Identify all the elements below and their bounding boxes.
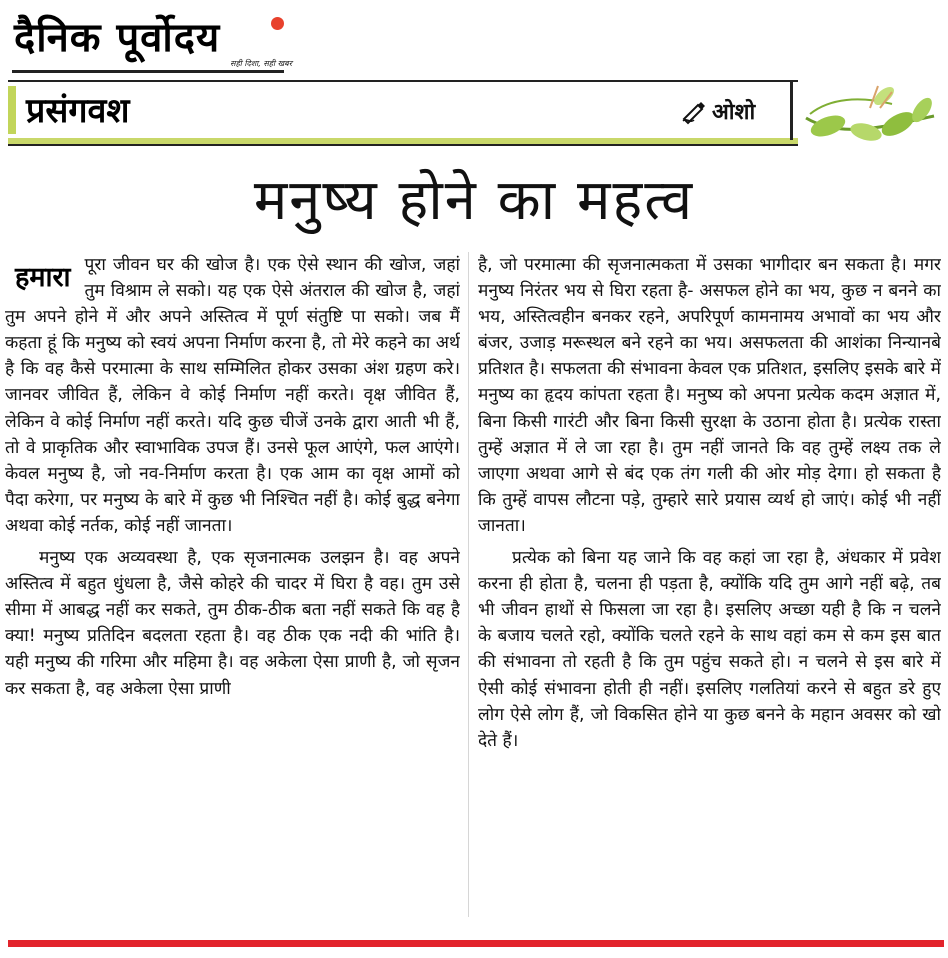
pen-icon [680,97,708,125]
masthead-dot-icon [271,17,284,30]
author-byline [680,96,755,126]
article-column-right [478,252,941,917]
article-column-left [5,252,460,917]
article-headline: मनुष्य होने का महत्व [253,168,695,233]
article-paragraph: प्रत्येक को बिना यह जाने कि वह कहां जा रहा है, अंधकार में प्रवेश करना ही होता है, चलना ही पड़ता है, क्योंकि यदि तुम आगे नहीं बढ़े, तब भी जीवन हाथों से फिसला जा रहा है। इसलिए अच्छा यही है कि न चलने के बजाय चलते रहो, क्योंकि चलते रहने के साथ वहां कम से कम इस बात की संभावना तो रहती है कि तुम पहुंच सकते हो। न चलने से इस बारे में ऐसी कोई संभावना होती ही नहीं। इसलिए गलतियां करने से बहुत डरे हुए लोग ऐसे लोग हैं, जो विकसित होने या कुछ बनने के महान अवसर को खो देते हैं। [478,548,941,751]
bottom-rule [8,940,944,947]
author-divider [790,82,793,140]
masthead-tagline: सही दिशा, सही खबर [230,59,292,68]
masthead [12,8,292,72]
masthead-title: दैनिक पूर्वोदय [14,15,221,61]
author-name: ओशो [712,100,756,125]
section-marker [8,86,16,134]
leaves-icon [800,78,940,146]
article-paragraph: है, जो परमात्मा की सृजनात्मकता में उसका भागीदार बन सकता है। मगर मनुष्य निरंतर भय से घिरा रहता है- असफल होने का भय, कुछ न बनने का भय, अस्तित्वहीन बनकर रहने, अपरिपूर्ण कामनामय अभावों का भय और बंजर, उजाड़ मरूस्थल बने रहने का भय। असफलता की आशंका निन्यानबे प्रतिशत है। सफलता की संभावना केवल एक प्रतिशत, इसलिए इसके बारे में मनुष्य का हृदय कांपता रहता है। मनुष्य को अपना प्रत्येक कदम अज्ञात में, बिना किसी गारंटी और बिना किसी सुरक्षा के उठाना होता है। प्रत्येक रास्ता तुम्हें अज्ञात में ले जा रहा है। तुम नहीं जानते कि वह तुम्हें लक्ष्य तक ले जाएगा अथवा आगे से बंद एक तंग गली की ओर मोड़ देगा। हो सकता है कि तुम्हें वापस लौटना पड़े, तुम्हारे सारे प्रयास व्यर्थ हो जाएं। कोई भी नहीं जानता। [478,255,941,536]
masthead-underline [12,70,284,73]
article-paragraph: मनुष्य एक अव्यवस्था है, एक सृजनात्मक उलझन है। वह अपने अस्तित्व में बहुत धुंधला है, जैसे कोहरे की चादर में घिरा है वह। तुम उसे सीमा में आबद्ध नहीं कर सकते, तुम ठीक-ठीक बता नहीं सकते कि वह है क्या! मनुष्य प्रतिदिन बदलता रहता है। वह ठीक एक नदी की भांति है। यही मनुष्य की गरिमा और महिमा है। वह अकेला ऐसा प्राणी है, जो सृजन कर सकता है, वह अकेला ऐसा प्राणी [5,548,460,699]
article-paragraph: पूरा जीवन घर की खोज है। एक ऐसे स्थान की खोज, जहां तुम विश्राम ले सको। यह एक ऐसे अंतराल की खोज है, जहां तुम अपने होने में और अपने अस्तित्व में पूर्ण संतुष्टि पा सको। जब मैं कहता हूं कि मनुष्य को स्वयं अपना निर्माण करना है, तो मेरे कहने का अर्थ है कि वह कैसे परमात्मा के साथ सम्मिलित होकर उसका अंश ग्रहण करे। जानवर जीवित हैं, लेकिन वे कोई निर्माण नहीं करते। वृक्ष जीवित हैं, लेकिन वे कोई निर्माण नहीं करते। यदि कुछ चीजें उनके द्वारा आती भी हैं, तो वे प्राकृतिक और स्वाभाविक उपज हैं। उनसे फूल आएंगे, फल आएंगे। केवल मनुष्य है, जो नव-निर्माण करता है। एक आम का वृक्ष आमों को पैदा करेगा, पर मनुष्य के बारे में कुछ भी निश्चित नहीं है। कोई बुद्ध बनेगा अथवा कोई नर्तक, कोई नहीं जानता। [5,255,460,536]
section-title: प्रसंगवश [26,91,130,131]
lead-word: हमारा [15,262,71,293]
column-divider [468,252,469,917]
